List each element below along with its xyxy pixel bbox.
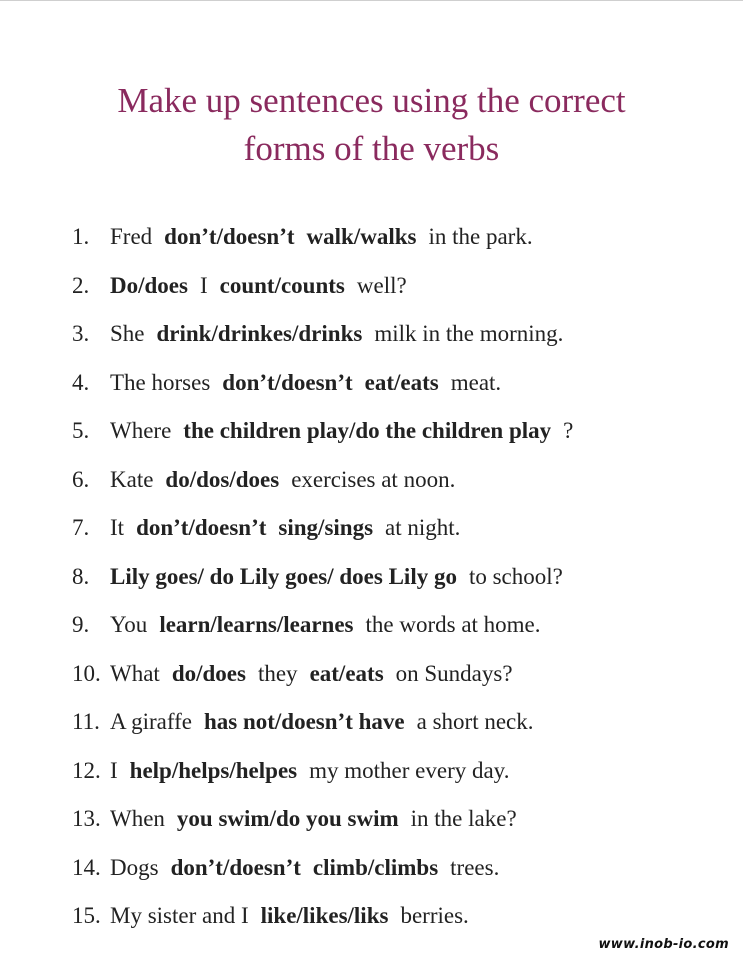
- sentence-text: A giraffe: [110, 709, 192, 734]
- sentence-text: in the park.: [428, 224, 533, 249]
- verb-options: Lily goes/ do Lily goes/ does Lily go: [110, 563, 457, 589]
- verb-options: the children play/do the children play: [183, 418, 552, 443]
- sentence-text: to school?: [468, 563, 563, 589]
- sentence-number: 13.: [72, 806, 101, 831]
- sentence-number: 9.: [72, 612, 90, 637]
- sentence-item: [72, 705, 712, 754]
- verb-options: don’t/doesn’t: [164, 224, 295, 249]
- sentence-text: at night.: [385, 515, 461, 540]
- sentence-text: She: [110, 321, 145, 346]
- sentence-item: [72, 608, 712, 657]
- sentence-item: [72, 220, 712, 269]
- title-line-1: Make up sentences using the correct: [117, 81, 626, 120]
- sentence-number: 8.: [72, 563, 90, 589]
- sentence-item: [72, 560, 712, 609]
- sentence-text: Dogs: [110, 854, 159, 880]
- title-line-2: forms of the verbs: [243, 129, 500, 168]
- sentence-number: 7.: [72, 515, 90, 540]
- sentence-text: I: [110, 757, 118, 783]
- verb-options: don’t/doesn’t: [222, 369, 353, 395]
- sentence-text: meat.: [450, 369, 502, 395]
- verb-options: has not/doesn’t have: [203, 709, 405, 734]
- verb-options: do/dos/does: [165, 466, 280, 492]
- sentence-text: When: [110, 806, 165, 831]
- watermark-url: www.inob-io.com: [598, 937, 729, 952]
- verb-options: eat/eats: [364, 369, 439, 395]
- sentence-number: 4.: [72, 369, 90, 395]
- sentence-text: Where: [110, 418, 172, 443]
- sentence-number: 3.: [72, 321, 90, 346]
- sentence-number: 1.: [72, 224, 90, 249]
- verb-options: learn/learns/learnes: [159, 612, 354, 637]
- sentence-number: 12.: [72, 757, 101, 783]
- sentence-text: the words at home.: [365, 612, 541, 637]
- sentence-text: I: [199, 272, 208, 298]
- sentence-list: [72, 220, 712, 948]
- verb-options: walk/walks: [306, 224, 417, 249]
- sentence-text: they: [257, 660, 298, 686]
- sentence-item: [72, 269, 712, 318]
- verb-options: do/does: [171, 660, 246, 686]
- sentence-text: exercises at noon.: [291, 466, 456, 492]
- sentence-text: a short neck.: [416, 709, 534, 734]
- verb-options: Do/does: [110, 272, 188, 298]
- verb-options: don’t/doesn’t: [170, 854, 301, 880]
- sentence-item: [72, 414, 712, 463]
- sentence-item: [72, 657, 712, 706]
- sentence-item: [72, 317, 712, 366]
- sentence-text: The horses: [110, 369, 211, 395]
- sentence-item: [72, 511, 712, 560]
- sentence-item: [72, 463, 712, 512]
- verb-options: help/helps/helpes: [129, 757, 298, 783]
- top-border-line: [0, 0, 743, 1]
- verb-options: count/counts: [219, 272, 345, 298]
- sentence-number: 14.: [72, 854, 101, 880]
- sentence-text: on Sundays?: [395, 660, 513, 686]
- verb-options: you swim/do you swim: [176, 806, 399, 831]
- sentence-number: 2.: [72, 272, 90, 298]
- verb-options: like/likes/liks: [260, 903, 389, 928]
- sentence-text: in the lake?: [410, 806, 517, 831]
- sentence-number: 10.: [72, 660, 101, 686]
- sentence-number: 5.: [72, 418, 90, 443]
- sentence-item: [72, 754, 712, 803]
- verb-options: climb/climbs: [312, 854, 439, 880]
- sentence-text: ?: [563, 418, 574, 443]
- sentence-text: What: [110, 660, 160, 686]
- verb-options: drink/drinkes/drinks: [156, 321, 363, 346]
- sentence-number: 11.: [72, 709, 100, 734]
- sentence-number: 15.: [72, 903, 101, 928]
- sentence-item: [72, 851, 712, 900]
- sentence-item: [72, 802, 712, 851]
- sentence-text: You: [110, 612, 148, 637]
- verb-options: eat/eats: [309, 660, 384, 686]
- sentence-text: well?: [356, 272, 407, 298]
- sentence-text: my mother every day.: [309, 757, 510, 783]
- sentence-item: [72, 366, 712, 415]
- verb-options: don’t/doesn’t: [136, 515, 267, 540]
- sentence-text: milk in the morning.: [374, 321, 564, 346]
- sentence-number: 6.: [72, 466, 90, 492]
- sentence-text: It: [110, 515, 125, 540]
- sentence-text: My sister and I: [110, 903, 249, 928]
- verb-options: sing/sings: [278, 515, 374, 540]
- sentence-text: Kate: [110, 466, 154, 492]
- sentence-text: Fred: [110, 224, 153, 249]
- sentence-text: trees.: [450, 854, 500, 880]
- worksheet-title: [0, 77, 743, 173]
- sentence-text: berries.: [400, 903, 469, 928]
